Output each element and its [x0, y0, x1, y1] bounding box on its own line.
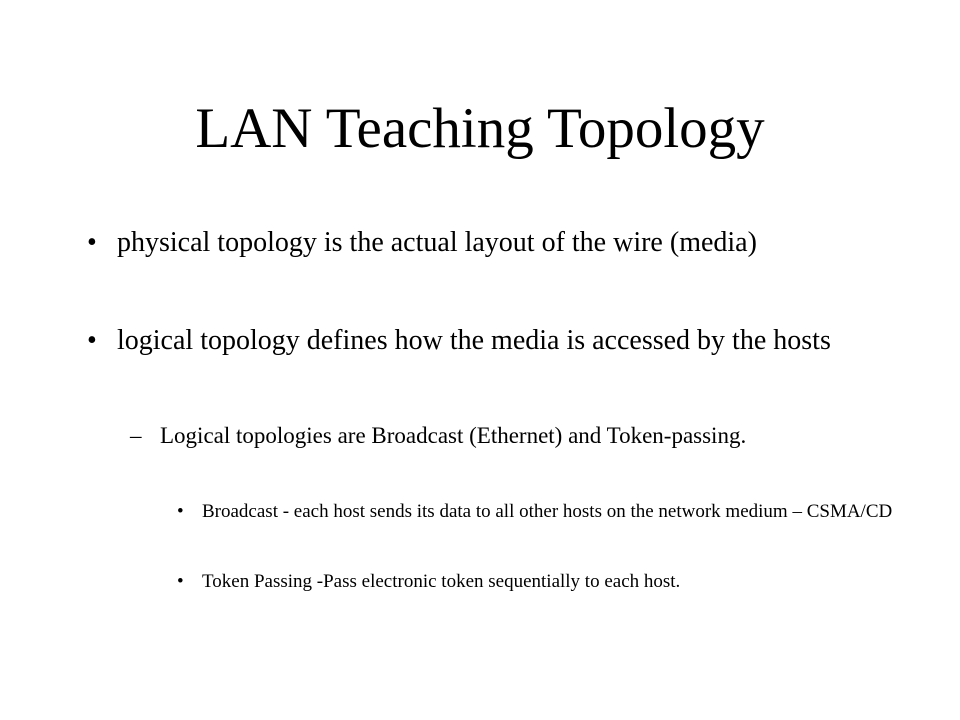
bullet-text: logical topology defines how the media is accessed by the hosts — [117, 325, 831, 356]
bullet-text: physical topology is the actual layout of the wire (media) — [117, 227, 757, 258]
bullet-logical-topology — [87, 322, 917, 398]
sub-sub-bullet-token-passing — [177, 568, 917, 595]
slide-title: LAN Teaching Topology — [195, 97, 765, 160]
small-bullet-marker: • — [177, 501, 184, 522]
bullet-physical-topology — [87, 224, 917, 300]
dash-marker: – — [130, 423, 142, 448]
bullet-marker: • — [87, 227, 97, 258]
sub-bullet-logical-topologies — [130, 419, 900, 485]
bullet-marker: • — [87, 325, 97, 356]
sub-bullet-text: Logical topologies are Broadcast (Ethernet) and Token-passing. — [160, 423, 747, 448]
sub-sub-bullet-text: Broadcast - each host sends its data to all other hosts on the network medium – CSMA/CD — [202, 501, 893, 522]
small-bullet-marker: • — [177, 571, 184, 592]
sub-sub-bullet-broadcast — [177, 498, 917, 552]
sub-sub-bullet-text: Token Passing -Pass electronic token sequentially to each host. — [202, 571, 681, 592]
